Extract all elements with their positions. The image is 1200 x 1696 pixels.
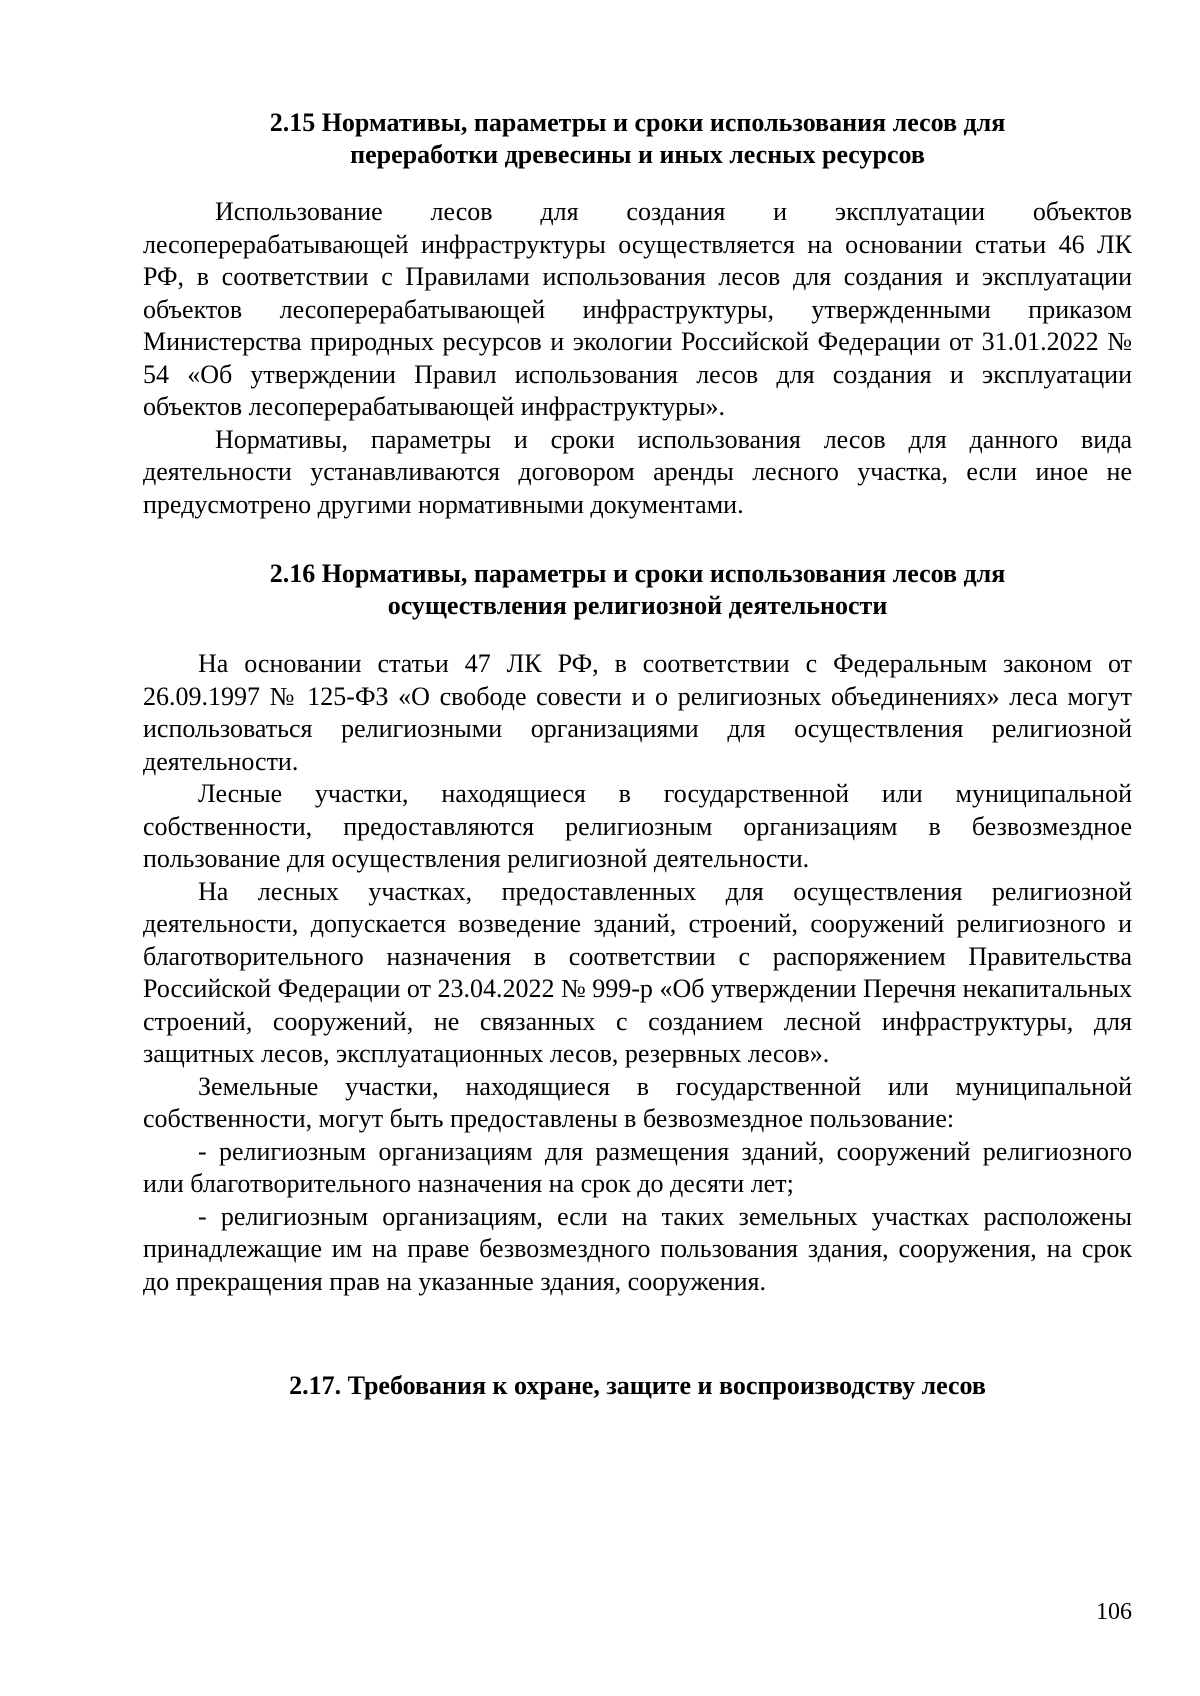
section-2-17-heading (143, 1370, 1132, 1402)
section-2-16-body (143, 648, 1132, 1298)
section-2-16-paragraph-1: На основании статьи 47 ЛК РФ, в соответствии с Федеральным законом от 26.09.1997 № 125-ФЗ «О свободе совести и о религиозных объединениях» леса могут использоваться религиозными организациями для осуществления религиозной деятельности. (143, 649, 1132, 776)
section-2-16-heading-line-2: осуществления религиозной деятельности (387, 591, 888, 620)
page-number: 106 (1096, 1599, 1132, 1625)
section-2-16-heading (143, 558, 1132, 622)
section-2-17-heading-line-1: 2.17. Требования к охране, защите и воспроизводству лесов (289, 1371, 986, 1400)
section-2-15-heading (143, 107, 1132, 171)
section-2-16-paragraph-3: На лесных участках, предоставленных для осуществления религиозной деятельности, допускается возведение зданий, строений, сооружений религиозного и благотворительного назначения в соответствии с распоряжением Правительства Российской Федерации от 23.04.2022 № 999-р «Об утверждении Перечня некапитальных строений, сооружений, не связанных с созданием лесной инфраструктуры, для защитных лесов, эксплуатационных лесов, резервных лесов». (143, 876, 1132, 1068)
section-2-15-body (143, 196, 1132, 521)
section-2-15-heading-line-1: 2.15 Нормативы, параметры и сроки использования лесов для (269, 108, 1006, 137)
section-2-15-heading-line-2: переработки древесины и иных лесных ресурсов (350, 140, 925, 169)
section-2-16-list-item-2: - религиозным организациям, если на таких земельных участках расположены принадлежащие им на праве безвозмездного пользования здания, сооружения, на срок до прекращения прав на указанные здания, сооружения. (143, 1201, 1132, 1296)
document-page (143, 0, 1132, 1696)
section-2-16-paragraph-4: Земельные участки, находящиеся в государственной или муниципальной собственности, могут быть предоставлены в безвозмездное пользование: (143, 1071, 1132, 1133)
section-2-15-paragraph-1: Использование лесов для создания и эксплуатации объектов лесоперерабатывающей инфраструктуры осуществляется на основании статьи 46 ЛК РФ, в соответствии с Правилами использования лесов для создания и эксплуатации объектов лесоперерабатывающей инфраструктуры, утвержденными приказом Министерства природных ресурсов и экологии Российской Федерации от 31.01.2022 № 54 «Об утверждении Правил использования лесов для создания и эксплуатации объектов лесоперерабатывающей инфраструктуры». (143, 197, 1132, 421)
section-2-15-paragraph-2: Нормативы, параметры и сроки использования лесов для данного вида деятельности устанавливаются договором аренды лесного участка, если иное не предусмотрено другими нормативными документами. (143, 424, 1132, 519)
section-2-16-list-item-1: - религиозным организациям для размещения зданий, сооружений религиозного или благотворительного назначения на срок до десяти лет; (143, 1136, 1132, 1198)
section-2-16-paragraph-2: Лесные участки, находящиеся в государственной или муниципальной собственности, предоставляются религиозным организациям в безвозмездное пользование для осуществления религиозной деятельности. (143, 779, 1132, 873)
section-2-16-heading-line-1: 2.16 Нормативы, параметры и сроки использования лесов для (269, 559, 1006, 588)
